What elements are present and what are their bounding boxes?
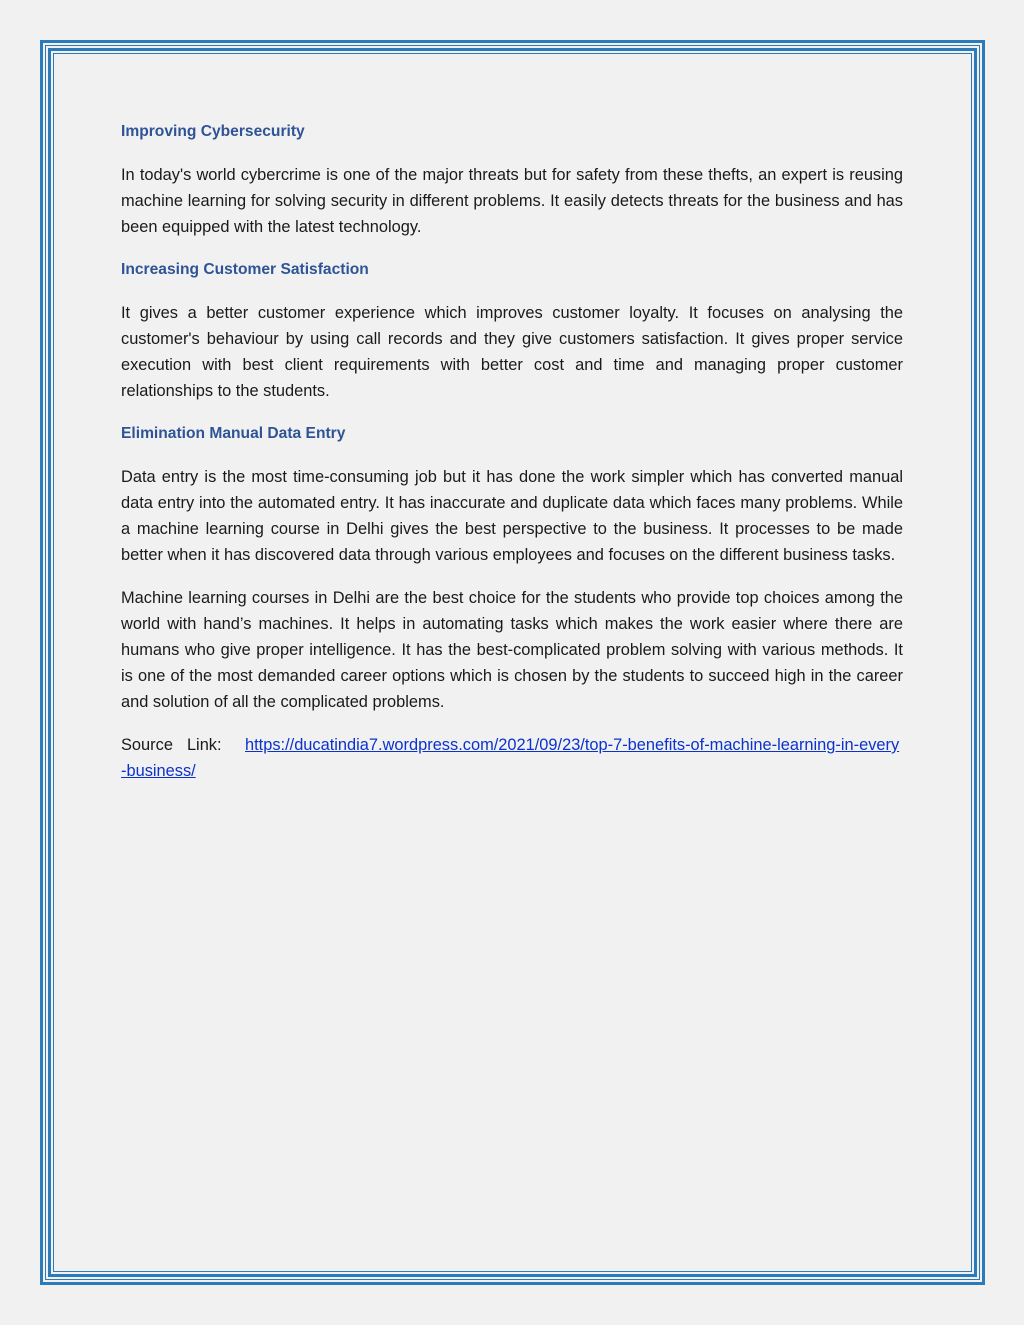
section-manual-data-entry bbox=[121, 421, 903, 568]
section-customer-satisfaction bbox=[121, 257, 903, 404]
source-label-word: Source bbox=[121, 736, 173, 754]
source-line bbox=[121, 732, 903, 784]
section-heading: Increasing Customer Satisfaction bbox=[121, 261, 369, 278]
document-body bbox=[121, 119, 903, 784]
section-heading: Improving Cybersecurity bbox=[121, 123, 305, 140]
section-paragraph: In today's world cybercrime is one of the major threats but for safety from these thefts, an expert is reusing machine learning for solving security in different problems. It easily detects threats for the business and has been equipped with the latest technology. bbox=[121, 166, 903, 236]
section-cybersecurity bbox=[121, 119, 903, 240]
closing-paragraph: Machine learning courses in Delhi are the best choice for the students who provide top choices among the world with hand’s machines. It helps in automating tasks which makes the work easier where there are humans who give proper intelligence. It has the best-complicated problem solving with various methods. It is one of the most demanded career options which is chosen by the students to succeed high in the career and solution of all the complicated problems. bbox=[121, 589, 903, 711]
source-label bbox=[121, 732, 245, 758]
section-paragraph: It gives a better customer experience which improves customer loyalty. It focuses on analysing the customer's behaviour by using call records and they give customers satisfaction. It gives proper service execution with best client requirements with better cost and time and managing proper customer relationships to the students. bbox=[121, 304, 903, 400]
section-paragraph: Data entry is the most time-consuming job but it has done the work simpler which has converted manual data entry into the automated entry. It has inaccurate and duplicate data which faces many problems. While a machine learning course in Delhi gives the best perspective to the business. It processes to be made better when it has discovered data through various employees and focuses on the different business tasks. bbox=[121, 468, 903, 564]
section-heading: Elimination Manual Data Entry bbox=[121, 425, 346, 442]
source-label-word: Link: bbox=[186, 736, 222, 754]
source-link[interactable]: https://ducatindia7.wordpress.com/2021/09/23/top-7-benefits-of-machine-learning-in-every-business/ bbox=[121, 736, 900, 780]
